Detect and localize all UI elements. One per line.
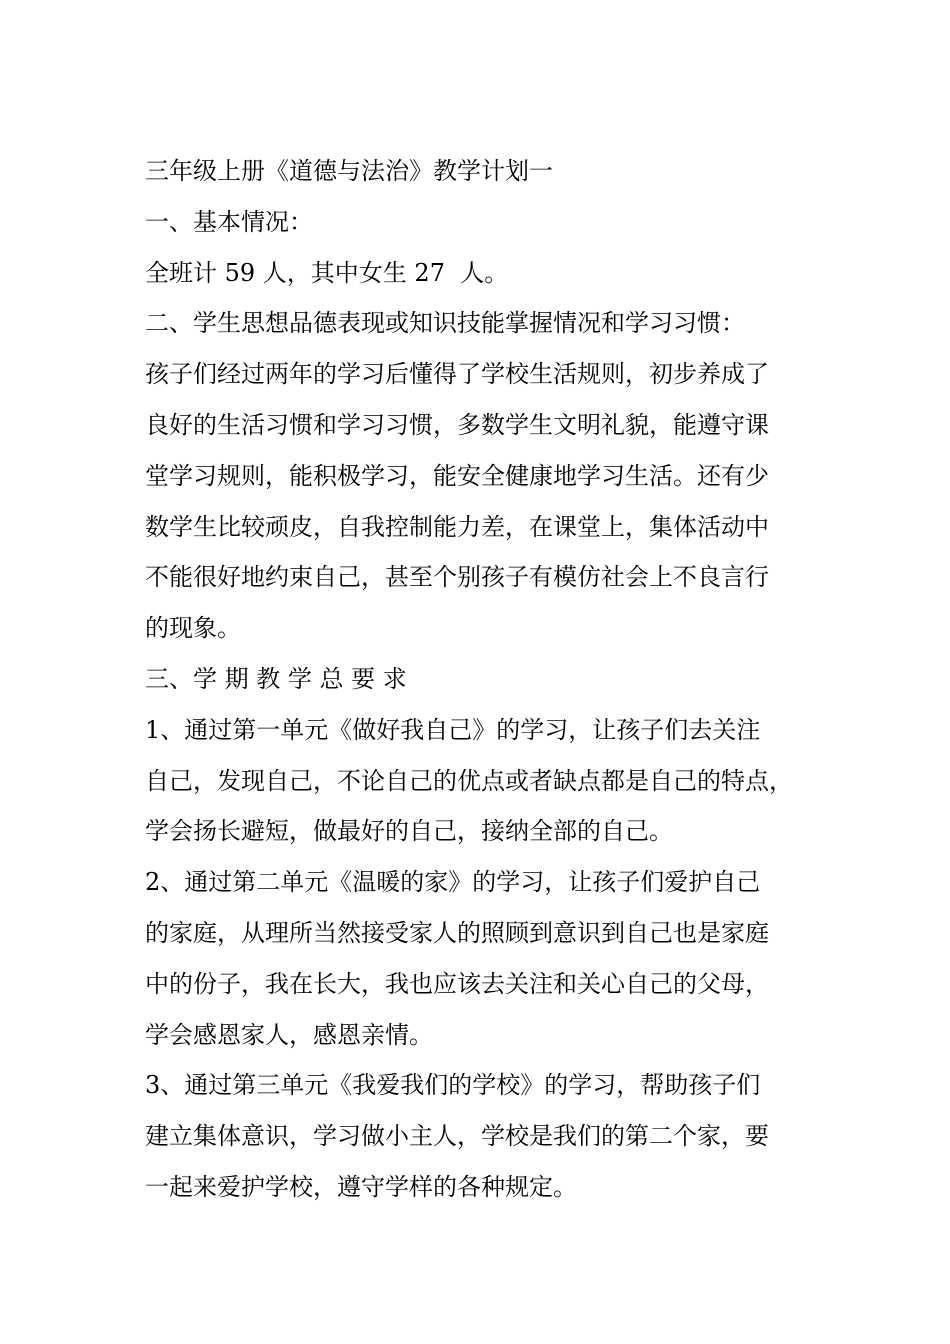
paragraph-line: 2、通过第二单元《温暖的家》的学习，让孩子们爱护自己 bbox=[145, 868, 761, 897]
document-body bbox=[145, 146, 810, 1213]
paragraph-line: 学会感恩家人，感恩亲情。 bbox=[145, 1020, 433, 1049]
section2-heading: 二、学生思想品德表现或知识技能掌握情况和学习习惯： bbox=[145, 309, 745, 338]
paragraph-line: 孩子们经过两年的学习后懂得了学校生活规则，初步养成了 bbox=[145, 360, 769, 389]
paragraph-line: 堂学习规则，能积极学习，能安全健康地学习生活。还有少 bbox=[145, 461, 769, 490]
paragraph-line: 的家庭，从理所当然接受家人的照顾到意识到自己也是家庭 bbox=[145, 918, 769, 947]
paragraph-line: 学会扬长避短，做最好的自己，接纳全部的自己。 bbox=[145, 817, 673, 846]
paragraph-line: 数学生比较顽皮，自我控制能力差，在课堂上，集体活动中 bbox=[145, 512, 769, 541]
requirement-item-3 bbox=[145, 1060, 810, 1212]
paragraph-line: 一起来爱护学校，遵守学样的各种规定。 bbox=[145, 1172, 577, 1201]
section1-text: 全班计 59 人，其中女生 27 人。 bbox=[145, 258, 509, 287]
paragraph-line: 3、通过第三单元《我爱我们的学校》的学习，帮助孩子们 bbox=[145, 1071, 761, 1100]
paragraph-line: 的现象。 bbox=[145, 614, 241, 643]
document-title: 三年级上册《道德与法治》教学计划一 bbox=[145, 157, 553, 185]
requirement-item-2 bbox=[145, 857, 810, 1060]
section3-heading: 三、学 期 教 学 总 要 求 bbox=[145, 664, 407, 693]
paragraph-line: 中的份子，我在长大，我也应该去关注和关心自己的父母， bbox=[145, 969, 769, 998]
paragraph-line: 不能很好地约束自己，甚至个别孩子有模仿社会上不良言行 bbox=[145, 563, 769, 592]
paragraph-line: 建立集体意识，学习做小主人，学校是我们的第二个家，要 bbox=[145, 1122, 769, 1151]
requirement-item-1 bbox=[145, 705, 810, 857]
paragraph-line: 1、通过第一单元《做好我自己》的学习，让孩子们去关注 bbox=[145, 715, 761, 744]
section2-paragraph bbox=[145, 349, 810, 654]
section1-heading: 一、基本情况： bbox=[145, 207, 313, 236]
paragraph-line: 良好的生活习惯和学习习惯，多数学生文明礼貌，能遵守课 bbox=[145, 410, 769, 439]
paragraph-line: 自己，发现自己，不论自己的优点或者缺点都是自己的特点， bbox=[145, 766, 793, 795]
